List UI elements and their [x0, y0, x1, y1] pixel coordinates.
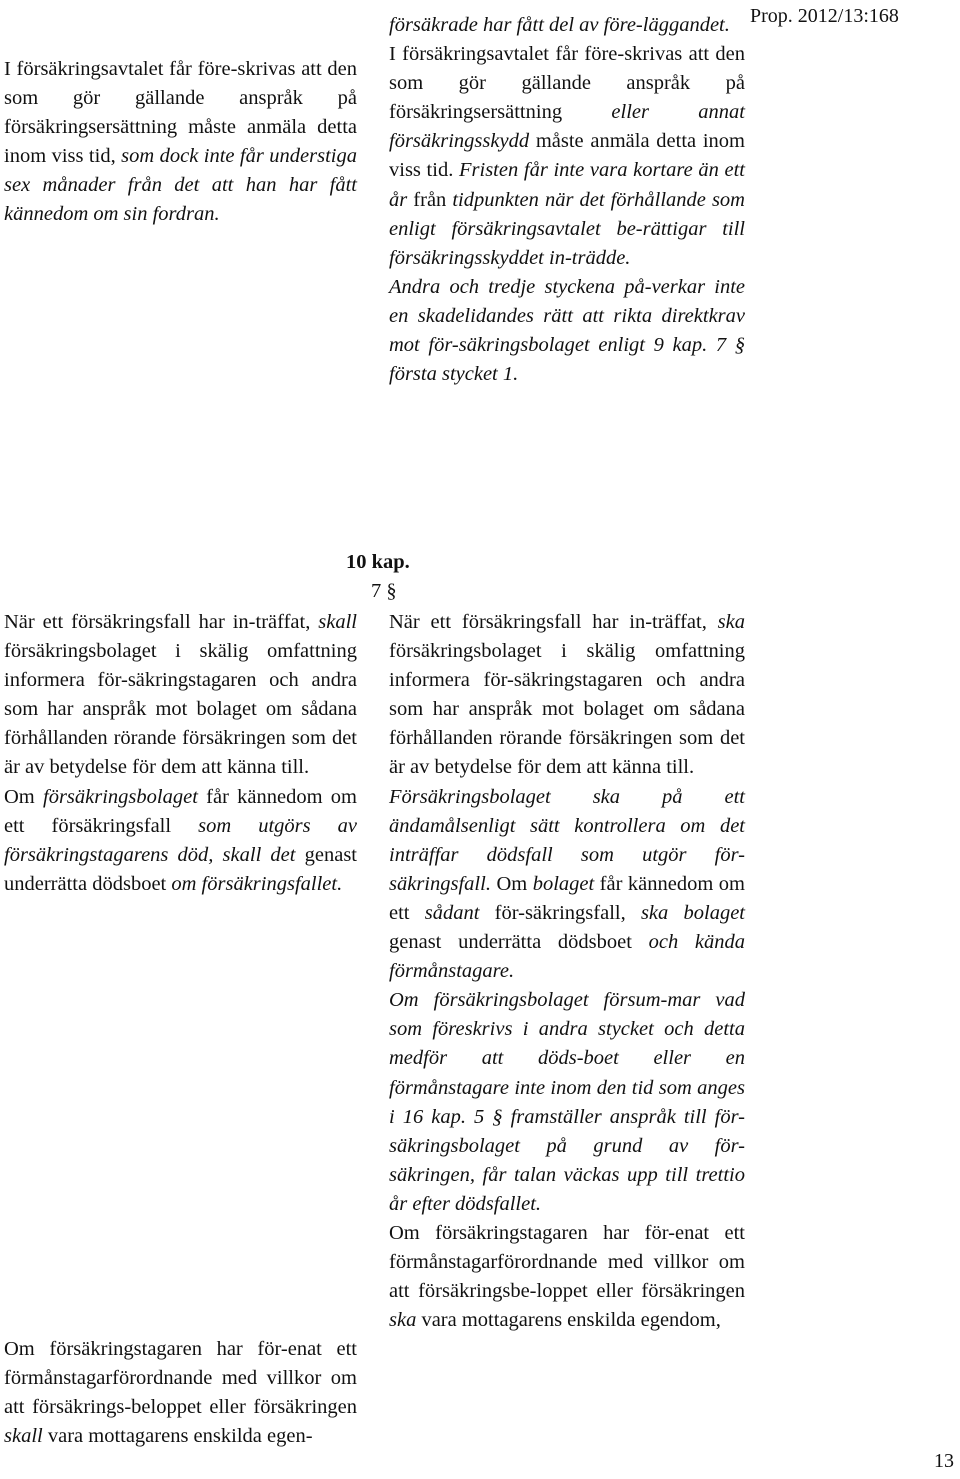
emphasized-text-run: ska bolaget — [640, 901, 745, 924]
text-run: I försäkringsavtalet får före-skrivas att den som gör gällande anspråk på försäkringsersättning — [389, 43, 745, 124]
emphasized-text-run: ska — [389, 1309, 417, 1332]
emphasized-text-run: sådant — [424, 901, 480, 924]
text-run: måste anmäla detta inom viss tid. — [389, 130, 745, 182]
text-run: När ett försäkringsfall har in-träffat, — [389, 611, 718, 633]
text-run: försäkringsbolaget i skälig omfattning informera för-säkringstagaren och andra som har anspråk mot bolaget om sådana förhållanden rörande försäkringen som det är av betydelse för dem att känna till. — [389, 640, 745, 779]
text-run: genast underrätta dödsboet — [389, 931, 649, 954]
paragraph — [4, 783, 357, 899]
emphasized-text-run: tidpunkten när det förhållande som enligt försäkringsavtalet be-rättigar till försäkringsskyddet in-trädde. — [389, 188, 745, 269]
paragraph — [389, 40, 745, 273]
paragraph — [389, 273, 745, 389]
emphasized-text-run: skall — [318, 611, 357, 633]
paragraph — [389, 11, 745, 40]
new-text-column-bottom — [389, 608, 745, 1335]
emphasized-text-run: Andra och tredje styckena på-verkar inte en skadelidandes rätt att rikta direktkrav mot för-säkringsbolaget enligt 9 kap. 7 § första stycket 1. — [389, 275, 745, 386]
text-run: vara mottagarens enskilda egendom, — [416, 1309, 721, 1332]
text-run: försäkringsbolaget i skälig omfattning informera för-säkringstagaren och andra som har anspråk mot bolaget om sådana förhållanden rörande försäkringen som det är av betydelse för dem att känna till. — [4, 640, 357, 779]
emphasized-text-run: bolaget — [532, 872, 595, 895]
emphasized-text-run: Fristen får inte vara kortare än ett år — [389, 159, 745, 211]
paragraph — [389, 986, 745, 1219]
paragraph — [389, 783, 745, 987]
section-heading: 7 § — [371, 580, 397, 602]
text-run: När ett försäkringsfall har in-träffat, — [4, 611, 319, 633]
emphasized-text-run: försäkringsbolaget — [43, 785, 198, 808]
paragraph — [389, 1219, 745, 1335]
text-run: Om — [4, 785, 43, 808]
paragraph — [4, 1335, 357, 1451]
emphasized-text-run: försäkrade har fått del av före-läggandet. — [389, 14, 730, 36]
emphasized-text-run: som dock inte får understiga sex månader från det att han har fått kännedom om sin fordran. — [4, 145, 357, 226]
emphasized-text-run: Försäkringsbolaget ska på ett ändamålsenligt sätt kontrollera om det inträffar dödsfall som utgör för-säkringsfall. — [389, 785, 745, 895]
text-run: vara mottagarens enskilda egen- — [42, 1425, 313, 1448]
paragraph — [4, 608, 357, 783]
new-text-column-top — [389, 11, 745, 389]
emphasized-text-run: ska — [717, 611, 745, 633]
emphasized-text-run: och kända förmånstagare. — [389, 931, 745, 983]
proposition-reference: Prop. 2012/13:168 — [750, 5, 899, 27]
text-run: Om — [490, 872, 533, 895]
text-run: får kännedom om ett — [389, 872, 746, 924]
text-run: Om försäkringstagaren har för-enat ett förmånstagarförordnande med villkor om att försäkrings-beloppet eller försäkringen — [4, 1338, 357, 1419]
text-run: I försäkringsavtalet får före-skrivas att den som gör gällande anspråk på försäkringsersättning måste anmäla detta inom viss tid, — [4, 58, 357, 168]
text-run: för-säkringsfall, — [479, 901, 641, 924]
emphasized-text-run: eller annat försäkringsskydd — [389, 101, 745, 153]
text-run: genast underrätta dödsboet — [4, 843, 358, 895]
paragraph — [389, 608, 745, 783]
text-run: får kännedom om ett försäkringsfall — [4, 785, 357, 837]
emphasized-text-run: som utgörs av försäkringstagarens död, skall det — [4, 814, 357, 866]
emphasized-text-run: Om försäkringsbolaget försum-mar vad som föreskrivs i andra stycket och detta medför att döds-boet eller en förmånstagare inte inom den tid som anges i 16 kap. 5 § framställer anspråk till för-säkringsbolaget på grund av för-säkringen, får talan väckas upp till trettio år efter dödsfallet. — [389, 989, 745, 1215]
text-run: från — [407, 188, 453, 211]
old-text-column-bottom — [4, 608, 357, 899]
text-run: Om försäkringstagaren har för-enat ett förmånstagarförordnande med villkor om att försäkringsbe-loppet eller försäkringen — [389, 1221, 745, 1303]
chapter-heading: 10 kap. — [346, 551, 410, 573]
paragraph — [4, 55, 357, 230]
emphasized-text-run: om försäkringsfallet. — [171, 872, 343, 895]
emphasized-text-run: skall — [4, 1425, 43, 1448]
old-text-column-end — [4, 1335, 357, 1451]
old-text-column-top — [4, 55, 357, 230]
page-number: 13 — [934, 1450, 954, 1472]
